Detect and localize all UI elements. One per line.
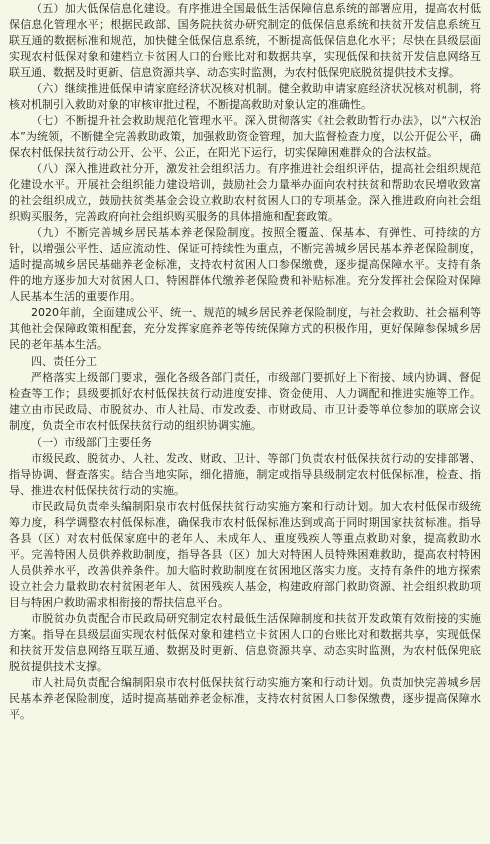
paragraph-pension-insurance: （九）不断完善城乡居民基本养老保险制度。按照全覆盖、保基本、有弹性、可持续的方针，以增强公平性、适应流动性、保证可持续性为重点，不断完善城乡居民基本养老保险制度，适时提高城乡居民基础养老金标准，支持农村贫困人口参保缴费，逐步提高保障水平。支持有条件的地方逐步加大对贫困人口、特困群体代缴养老保险费和补贴标准。充分发挥社会保险对保障人民基本生活的重要作用。 [9, 226, 481, 303]
paragraph-info-system: （五）加大低保信息化建设。有序推进全国最低生活保障信息系统的部署应用，提高农村低保信息化管理水平；根据民政部、国务院扶贫办研究制定的低保信息系统和扶贫开发信息系统互联互通的数据标准和规范，加快健全低保信息系统，不断提高低保信息化水平；尽快在县级层面实现农村低保对象和建档立卡贫困人口的台账比对和数据共享，实现低保和扶贫开发信息网络互联互通、数据及时更新、信息资源共享、动态实时监测，为农村低保兜底脱贫提供技术支撑。 [9, 2, 481, 79]
paragraph-city-departments: 市级民政、脱贫办、人社、发改、财政、卫计、等部门负责农村低保扶贫行动的安排部署、指导协调、督查落实。结合当地实际，细化措施，制定或指导县级制定农村低保标准，检查、指导、推进农村低保扶贫行动的实施。 [9, 452, 481, 497]
paragraph-2020-goal: 2020年前，全面建成公平、统一、规范的城乡居民养老保险制度，与社会救助、社会福利等其他社会保障政策相配套，充分发挥家庭养老等传统保障方式的积极作用，更好保障参保城乡居民的老年基本生活。 [9, 306, 481, 351]
paragraph-standardized-management: （七）不断提升社会救助规范化管理水平。深入贯彻落实《社会救助暂行办法》，以“六权治本”为统领，不断健全完善救助政策，加强救助资金管理，加大监督检查力度，以公开促公平，确保农村低保扶贫行动公开、公平、公正，在阳光下运行，切实保障困难群众的合法权益。 [9, 114, 481, 159]
paragraph-civil-affairs-bureau: 市民政局负责牵头编制阳泉市农村低保扶贫行动实施方案和行动计划。加大农村低保市级统筹力度，科学调整农村低保标准，确保我市农村低保标准达到或高于同时期国家扶贫标准。指导各县（区）对农村低保家庭中的老年人、未成年人、重度残疾人等重点救助对象，提高救助水平。完善特困人员供养救助制度，指导各县（区）加大对特困人员特殊困难救助，提高农村特困人员供养水平，改善供养条件。加大临时救助制度在贫困地区落实力度。支持有条件的地方探索设立社会力量救助农村贫困老年人、贫困残疾人基金，构建政府部门救助资源、社会组织救助项目与特困户救助需求相衔接的帮扶信息平台。 [9, 500, 481, 609]
section-heading-responsibility: 四、责任分工 [31, 355, 97, 368]
paragraph-social-organizations: （八）深入推进政社分开，激发社会组织活力。有序推进社会组织评估，提高社会组织规范化建设水平。开展社会组织能力建设培训，鼓励社会力量举办面向农村扶贫和帮助农民增收致富的社会组织成立，鼓励扶贫类基金会设立救助农村贫困人口的专项基金。深入推进政府向社会组织购买服务，完善政府向社会组织购买服务的具体措施和配套政策。 [9, 162, 481, 223]
paragraph-verification-mechanism: （六）继续推进低保申请家庭经济状况核对机制。健全救助申请家庭经济状况核对机制，将核对机制引入救助对象的审核审批过程，不断提高救助对象认定的准确性。 [9, 82, 481, 111]
paragraph-hr-social-security-bureau: 市人社局负责配合编制阳泉市农村低保扶贫行动实施方案和行动计划。负责加快完善城乡居民基本养老保险制度，适时提高基础养老金标准，支持农村贫困人口参保缴费，逐步提高保障水平。 [9, 676, 481, 721]
paragraph-responsibility-overview: 严格落实上级部门要求，强化各级各部门责任，市级部门要抓好上下衔接、域内协调、督促检查等工作；县级要抓好农村低保扶贫行动进度安排、资金使用、人力调配和推进实施等工作。建立由市民政局、市脱贫办、市人社局、市发改委、市财政局、市卫计委等单位参加的联席会议制度，负责全市农村低保扶贫行动的组织协调实施。 [9, 371, 481, 432]
subsection-heading-city-tasks: （一）市级部门主要任务 [31, 436, 152, 449]
paragraph-poverty-office: 市脱贫办负责配合市民政局研究制定农村最低生活保障制度和扶贫开发政策有效衔接的实施方案。指导在县级层面实现农村低保对象和建档立卡贫困人口的台账比对和数据共享，实现低保和扶贫开发信息网络互联互通、数据及时更新、信息资源共享、动态实时监测，为农村低保兜底脱贫提供技术支撑。 [9, 612, 481, 673]
